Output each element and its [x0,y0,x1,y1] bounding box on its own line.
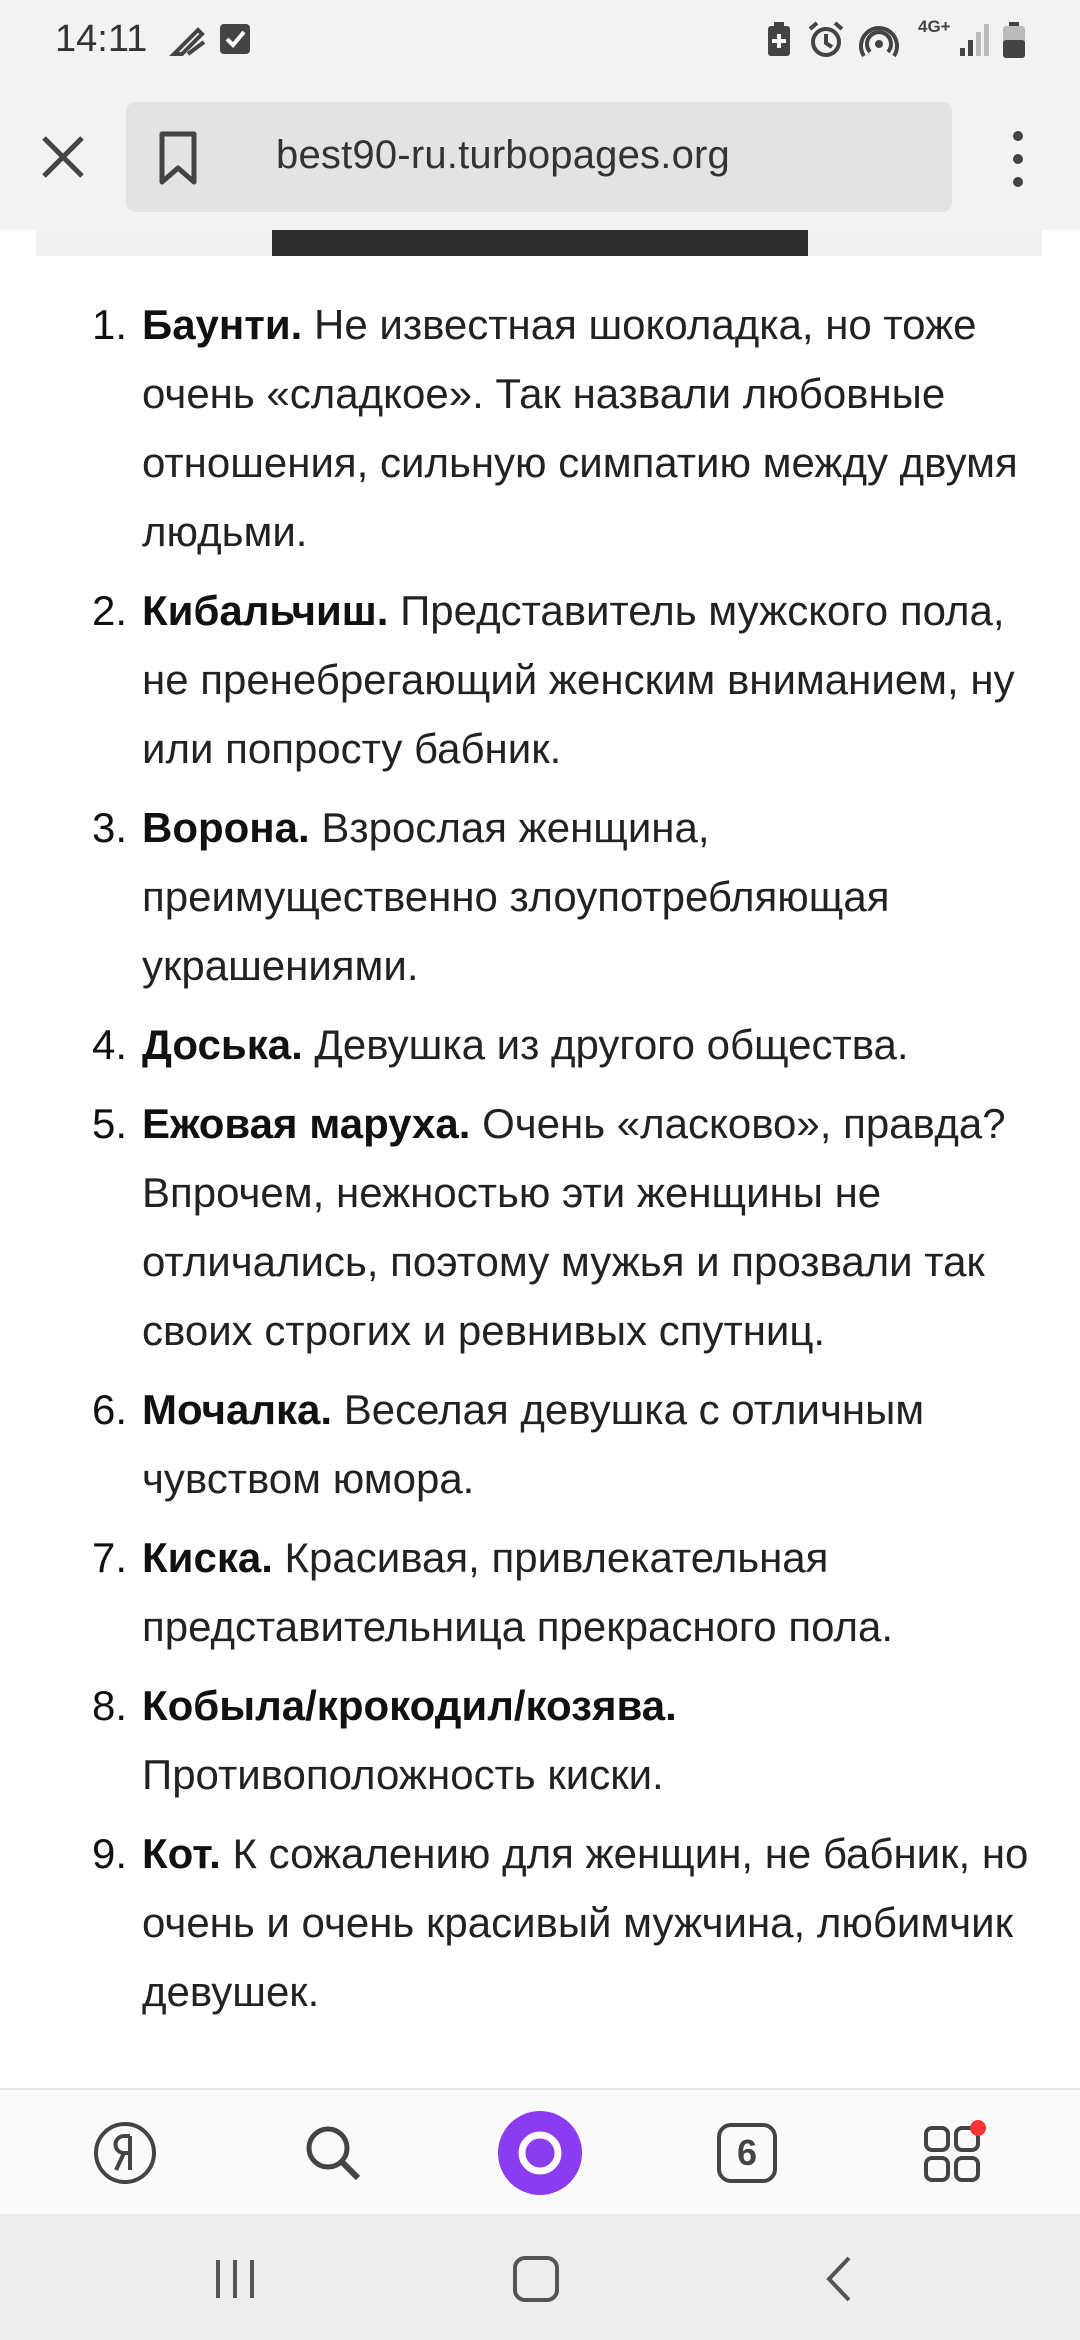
list-item-text [142,576,1042,783]
checkbox-icon [216,20,256,60]
network-type: 4G+ [918,17,951,36]
list-item-number: 1. [92,301,128,348]
list-item-text [142,1819,1042,2026]
list-item [0,576,1080,783]
list-item-number: 3. [92,804,128,851]
alice-icon [497,2110,583,2196]
home-icon[interactable] [501,2244,571,2314]
slang-definition: Противоположность киски. [142,1751,664,1798]
browser-bottom-toolbar [0,2088,1080,2216]
list-item-text [142,1010,1042,1079]
list-item-number: 4. [92,1021,128,1068]
battery-saver-icon [762,20,798,60]
services-button[interactable] [912,2110,998,2196]
hotspot-icon [858,20,900,60]
list-item-number: 8. [92,1682,128,1729]
slang-term: Мочалка. [142,1386,333,1433]
slang-term: Доська. [142,1021,303,1068]
close-icon[interactable] [30,124,96,190]
slang-term: Ворона. [142,804,310,851]
alarm-icon [806,20,846,60]
status-time: 14:11 [55,18,148,60]
list-item-text [142,1375,1042,1513]
slang-term: Кибальчиш. [142,587,389,634]
slang-definition: Представитель мужского пола, не пренебрегающий женским вниманием, ну или попросту бабник. [142,587,1015,772]
battery-icon [1000,20,1028,62]
notification-icon [168,20,210,62]
slang-definition: Взрослая женщина, преимущественно злоупотребляющая украшениями. [142,804,890,989]
list-item-text [142,290,1042,566]
article-content[interactable] [0,230,1080,2088]
slang-term: Кот. [142,1830,221,1877]
list-item [0,1819,1080,2026]
slang-definition: К сожалению для женщин, не бабник, но очень и очень красивый мужчина, любимчик девушек. [142,1830,1029,2015]
slang-definition: Красивая, привлекательная представительница прекрасного пола. [142,1534,894,1650]
browser-top-bar [0,84,1080,232]
search-button[interactable] [290,2110,376,2196]
yandex-button[interactable] [82,2110,168,2196]
signal-icon [958,20,990,60]
url-text: best90-ru.turbopages.org [276,133,730,177]
status-bar [0,0,1080,84]
bookmark-icon[interactable] [152,130,204,186]
back-icon[interactable] [805,2244,875,2314]
list-item-text [142,1671,1042,1809]
yandex-icon [92,2120,158,2186]
list-item [0,1010,1080,1079]
list-item [0,1375,1080,1513]
list-item-number: 5. [92,1100,128,1147]
list-item-text [142,1089,1042,1365]
address-bar[interactable] [126,102,952,212]
list-item-number: 6. [92,1386,128,1433]
list-item [0,1523,1080,1661]
services-icon [920,2118,990,2188]
notification-badge [970,2120,986,2136]
slang-definition: Девушка из другого общества. [302,1021,909,1068]
list-item [0,290,1080,566]
slang-term: Киска. [142,1534,273,1581]
slang-definition: Не известная шоколадка, но тоже очень «сладкое». Так назвали любовные отношения, сильную симпатию между двумя людьми. [142,301,1018,555]
search-icon [300,2120,366,2186]
slang-term: Баунти. [142,301,303,348]
list-item-number: 9. [92,1830,128,1877]
list-item-text [142,793,1042,1000]
list-item [0,793,1080,1000]
tabs-count: 6 [736,2132,758,2173]
slang-term: Кобыла/крокодил/козява. [142,1682,677,1729]
tabs-button[interactable] [704,2110,790,2196]
android-nav-bar [0,2214,1080,2340]
more-vert-icon[interactable] [1000,124,1036,194]
alice-button[interactable] [497,2110,583,2196]
slang-list [0,290,1080,2036]
list-item [0,1089,1080,1365]
recent-apps-icon[interactable] [200,2244,270,2314]
article-image-bottom [36,230,1042,256]
list-item-number: 2. [92,587,128,634]
slang-definition: Веселая девушка с отличным чувством юмора. [142,1386,925,1502]
list-item-text [142,1523,1042,1661]
slang-term: Ежовая маруха. [142,1100,471,1147]
slang-definition: Очень «ласково», правда? Впрочем, нежностью эти женщины не отличались, поэтому мужья и прозвали так своих строгих и ревнивых спутниц. [142,1100,1006,1354]
article-image-dark-area [272,230,808,256]
list-item [0,1671,1080,1809]
list-item-number: 7. [92,1534,128,1581]
